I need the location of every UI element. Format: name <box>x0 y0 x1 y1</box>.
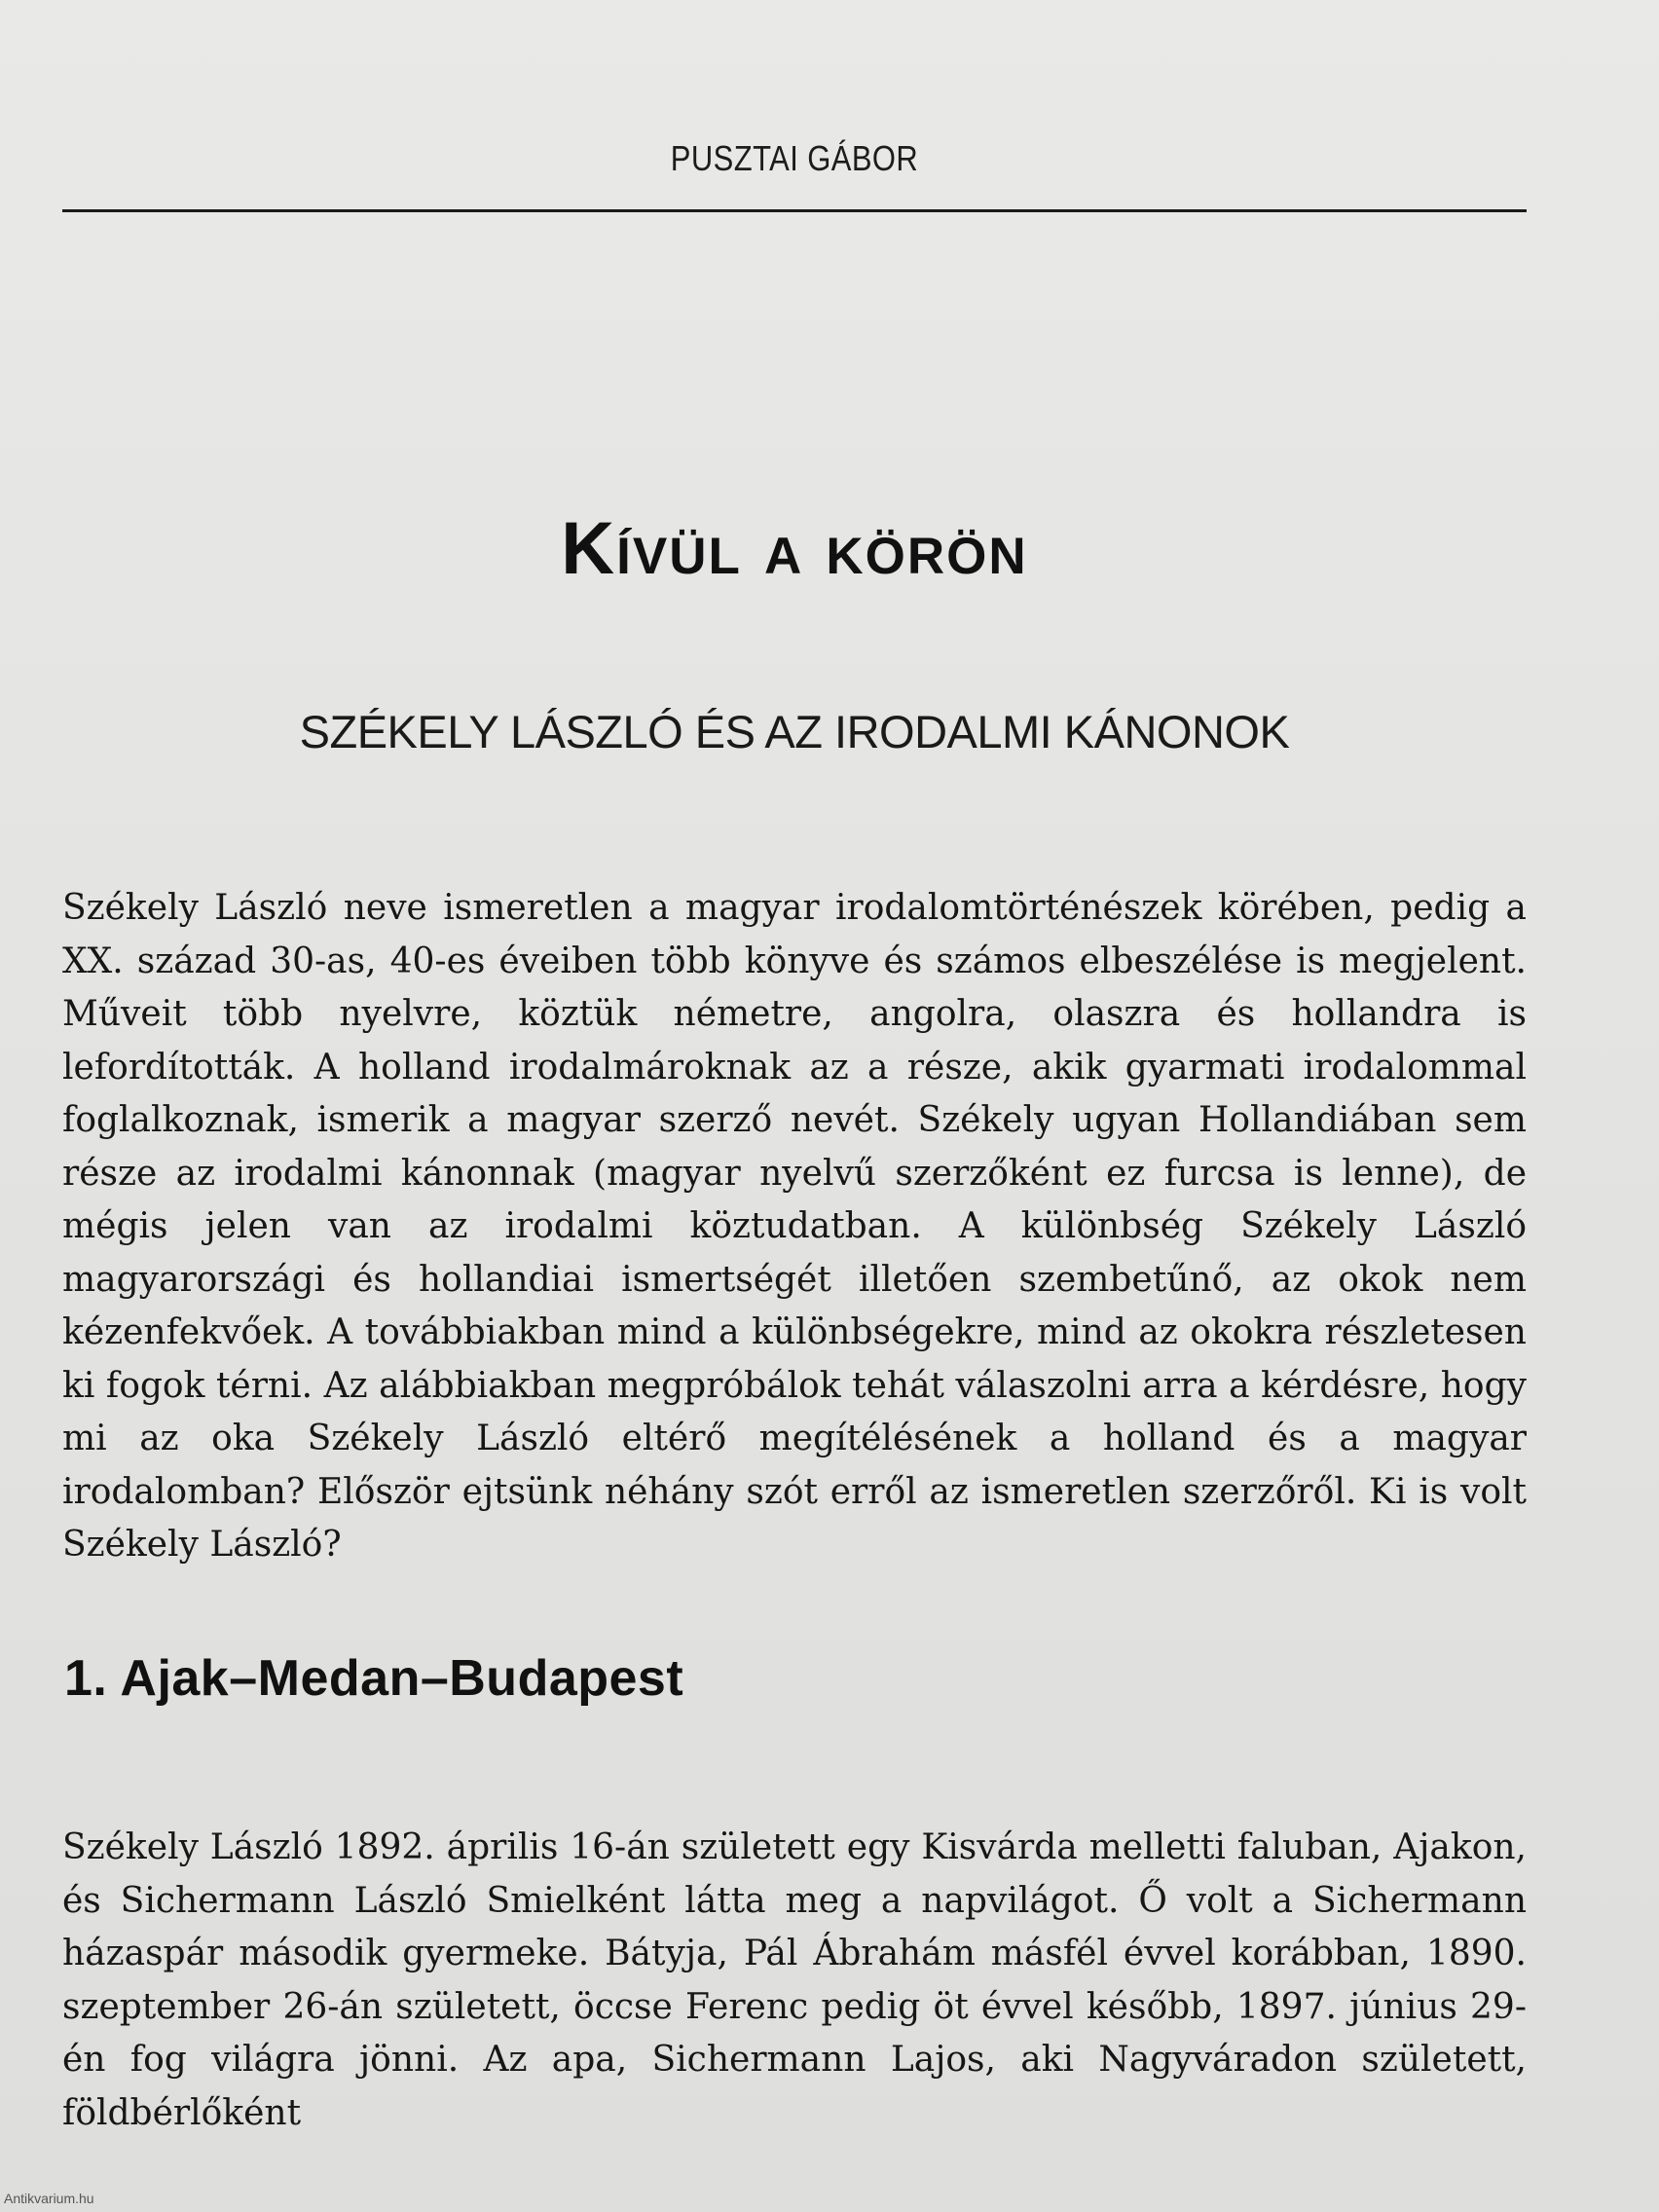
running-header-author: PUSZTAI GÁBOR <box>670 138 919 178</box>
article-title: Kívül a körön <box>561 507 1028 590</box>
intro-paragraph: Székely László neve ismeretlen a magyar irodalomtörténészek körében, pedig a XX. század 30-as, 40-es éveiben több könyve és számos elbeszélése is megjelent. Műveit több nyelvre, köztük németre, angolra, olaszra és hollandra is lefordították. A holland irodalmároknak az a része, akik gyarmati irodalommal foglalkoznak, ismerik a magyar szerző nevét. Székely ugyan Hollandiában sem része az irodalmi kánonnak (magyar nyelvű szerzőként ez furcsa is lenne), de mégis jelen van az irodalmi köztudatban. A különbség Székely László magyarországi és hollandiai ismertségét illetően szembetűnő, az okok nem kézenfekvőek. A továbbiakban mind a különbségekre, mind az okokra részletesen ki fogok térni. Az alábbiakban megpróbálok tehát válaszolni arra a kérdésre, hogy mi az oka Székely László eltérő megítélésének a holland és a magyar irodalomban? Először ejtsünk néhány szót erről az ismeretlen szerzőről. Ki is volt Székely László? <box>62 888 1527 1565</box>
section-paragraph: Székely László 1892. április 16-án született egy Kisvárda melletti faluban, Ajakon, és Sichermann László Smielként látta meg a napvilágot. Ő volt a Sichermann házaspár második gyermeke. Bátyja, Pál Ábrahám másfél évvel korábban, 1890. szeptember 26-án született, öccse Ferenc pedig öt évvel később, 1897. június 29-én fog világra jönni. Az apa, Sichermann Lajos, aki Nagyváradon született, földbérlőként <box>62 1827 1527 2133</box>
section-heading: 1. Ajak–Medan–Budapest <box>64 1650 684 1707</box>
header-rule <box>62 209 1527 212</box>
article-subtitle: SZÉKELY LÁSZLÓ ÉS AZ IRODALMI KÁNONOK <box>299 706 1290 757</box>
watermark-text: Antikvarium.hu <box>4 2191 94 2206</box>
